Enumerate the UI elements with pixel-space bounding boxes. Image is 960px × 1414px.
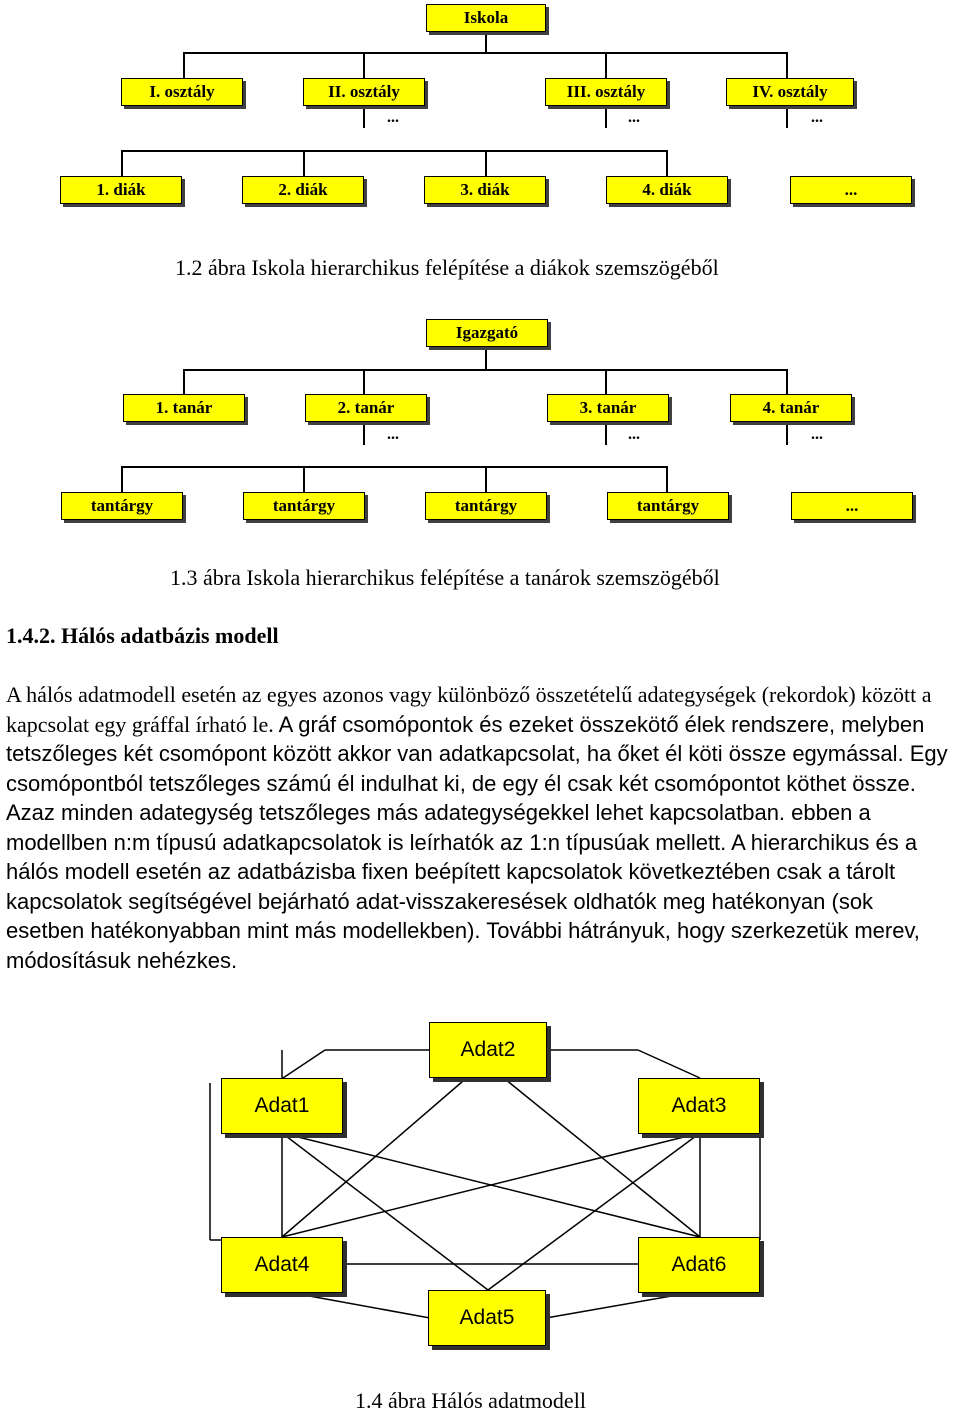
node-root: Iskola bbox=[426, 4, 546, 32]
node-class: III. osztály bbox=[545, 78, 667, 106]
edge-adat2-adat1 bbox=[283, 1050, 325, 1078]
ellipsis: ... bbox=[387, 426, 399, 443]
node-subject: ... bbox=[791, 492, 913, 520]
ellipsis: ... bbox=[628, 426, 640, 443]
node-teacher: 2. tanár bbox=[305, 394, 427, 422]
node-adat2: Adat2 bbox=[429, 1022, 547, 1078]
node-teacher: 1. tanár bbox=[123, 394, 245, 422]
node-teacher: 3. tanár bbox=[547, 394, 669, 422]
paragraph-body: A gráf csomópontok és ezeket összekötő élek rendszere, melyben tetszőleges két csomópont között akkor van adatkapcsolat, ha őket él köti össze egymással. Egy csomópontból tetszőleges számú él indulhat ki, de egy él csak két csomópontot köthet össze. Azaz minden adategység tetszőleges más adategységekkel lehet kapcsolatban. ebben a modellben n:m típusú adatkapcsolatok is leírhatók az 1:n típusúak mellett. A hierarchikus és a hálós modell esetén az adatbázisba fixen beépített kapcsolatok következtében csak a tárolt kapcsolatok segítségével bejárható adat-visszakeresések oldhatók meg hatékonyan (sok esetben hatékonyabban mint más modellekben). További hátrányuk, hogy szerkezetük merev, módosításuk nehézkes. bbox=[6, 711, 948, 973]
edge-adat4-adat5 bbox=[282, 1291, 430, 1318]
ellipsis: ... bbox=[628, 109, 640, 126]
node-subject: tantárgy bbox=[425, 492, 547, 520]
section-heading: 1.4.2. Hálós adatbázis modell bbox=[6, 623, 279, 648]
node-adat1: Adat1 bbox=[221, 1078, 343, 1134]
node-class: II. osztály bbox=[303, 78, 425, 106]
node-adat4: Adat4 bbox=[221, 1237, 343, 1293]
node-adat5: Adat5 bbox=[428, 1290, 546, 1346]
node-subject: tantárgy bbox=[607, 492, 729, 520]
node-subject: tantárgy bbox=[61, 492, 183, 520]
node-adat6: Adat6 bbox=[638, 1237, 760, 1293]
edge-adat6-adat5 bbox=[546, 1291, 700, 1318]
figure-caption: 1.3 ábra Iskola hierarchikus felépítése a tanárok szemszögéből bbox=[170, 565, 720, 590]
node-class: I. osztály bbox=[121, 78, 243, 106]
figure-caption: 1.4 ábra Hálós adatmodell bbox=[355, 1388, 586, 1413]
node-class: IV. osztály bbox=[726, 78, 854, 106]
node-student: 3. diák bbox=[424, 176, 546, 204]
node-student: 2. diák bbox=[242, 176, 364, 204]
figure-caption: 1.2 ábra Iskola hierarchikus felépítése a diákok szemszögéből bbox=[175, 255, 719, 280]
ellipsis: ... bbox=[387, 109, 399, 126]
node-student: 1. diák bbox=[60, 176, 182, 204]
edge-adat2-adat3 bbox=[638, 1050, 700, 1078]
ellipsis: ... bbox=[811, 109, 823, 126]
paragraph-lead: A hálós adatmodell esetén az egyes azonos vagy különböző összetételű adategységek (rekordok) között a kapcsolat egy gráffal írható le. bbox=[6, 682, 932, 737]
ellipsis: ... bbox=[811, 426, 823, 443]
node-student: ... bbox=[790, 176, 912, 204]
node-teacher: 4. tanár bbox=[730, 394, 852, 422]
node-root: Igazgató bbox=[426, 319, 548, 347]
node-subject: tantárgy bbox=[243, 492, 365, 520]
node-adat3: Adat3 bbox=[638, 1078, 760, 1134]
node-student: 4. diák bbox=[606, 176, 728, 204]
